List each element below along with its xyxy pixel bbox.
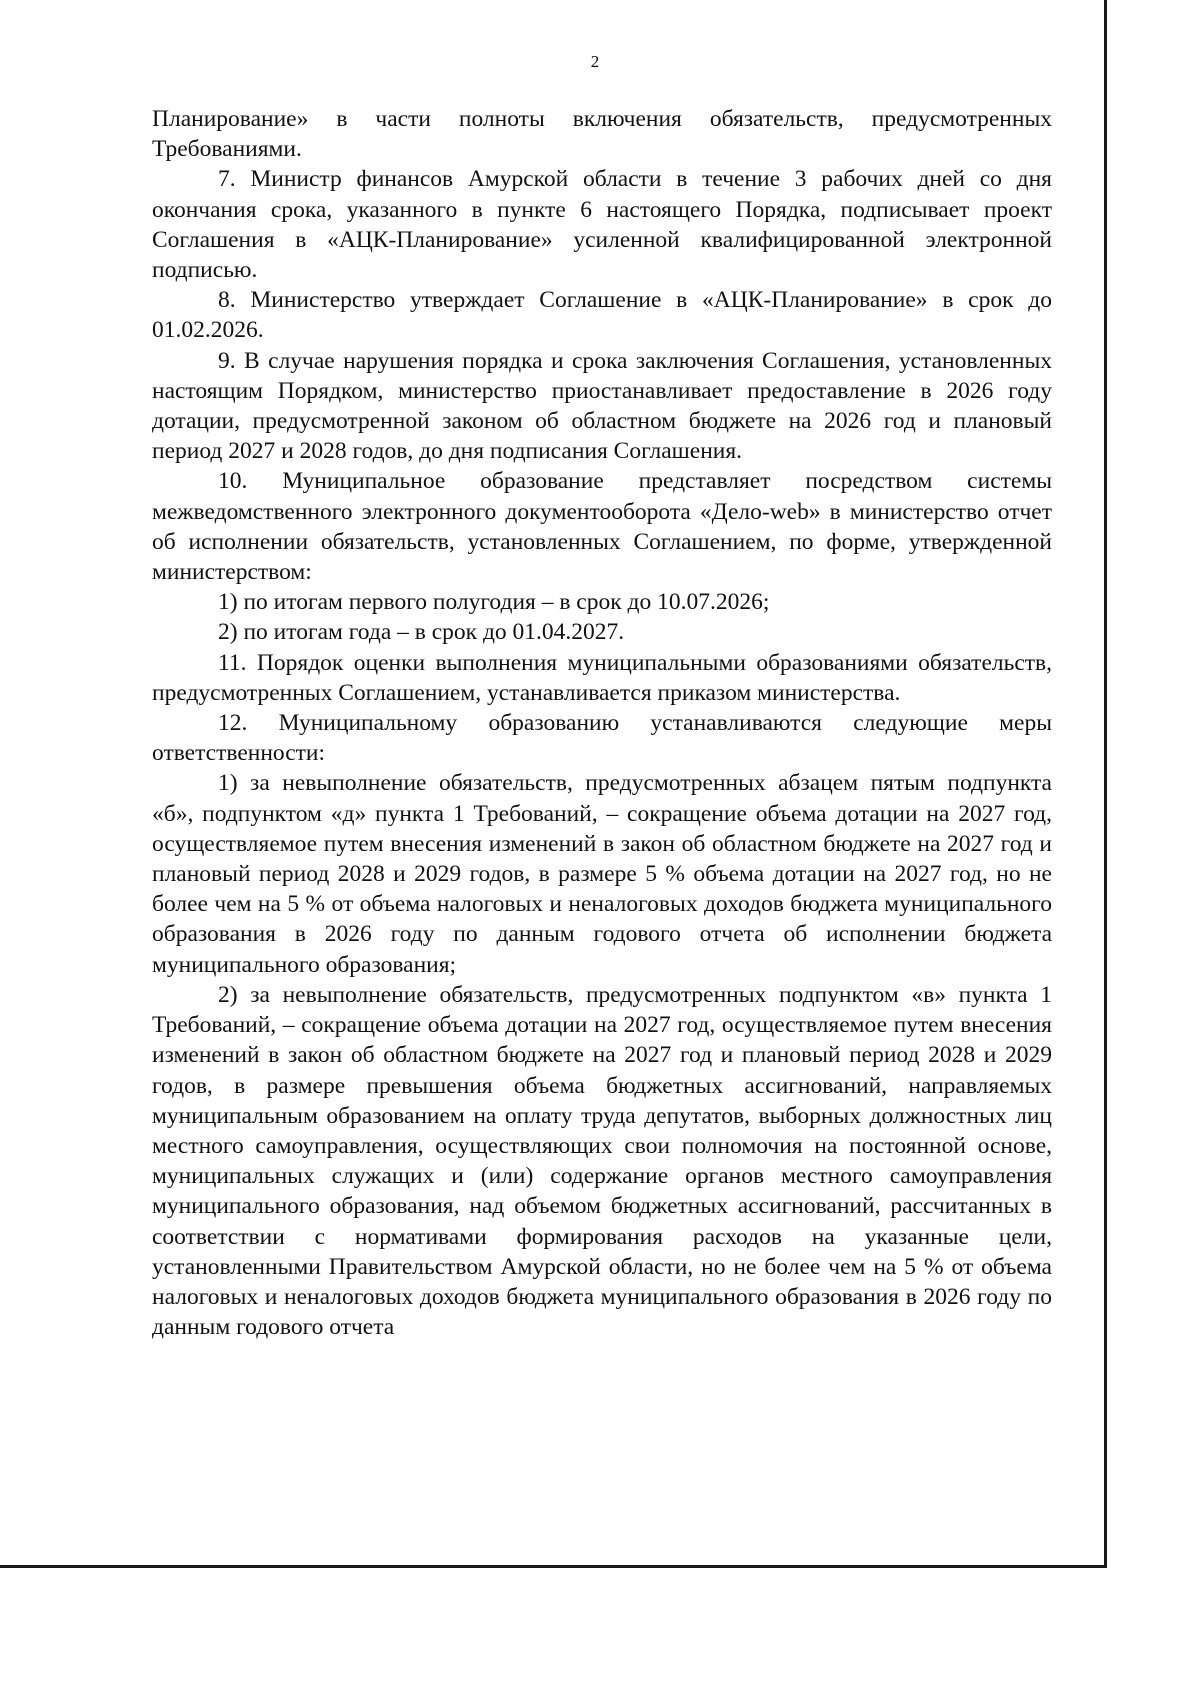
paragraph-item-8: 8. Министерство утверждает Соглашение в «АЦК-Планирование» в срок до 01.02.2026. (152, 287, 1052, 344)
paragraph-item-9: 9. В случае нарушения порядка и срока заключения Соглашения, установленных настоящим Порядком, министерство приостанавливает предоставление в 2026 году дотации, предусмотренной законом об областном бюджете на 2026 год и плановый период 2027 и 2028 годов, до дня подписания Соглашения. (152, 347, 1052, 465)
paragraph-item-10: 10. Муниципальное образование представляет посредством системы межведомственного электронного документооборота «Дело-web» в министерство отчет об исполнении обязательств, установленных Соглашением, по форме, утвержденной министерством: (152, 468, 1052, 586)
paragraph-continuation: Планирование» в части полноты включения обязательств, предусмотренных Требованиями. (152, 106, 1052, 163)
document-body (152, 104, 1052, 1342)
paragraph-item-10-sub-1: 1) по итогам первого полугодия – в срок до 10.07.2026; (218, 589, 770, 616)
page-number: 2 (590, 52, 600, 71)
scan-edge-right (1104, 0, 1107, 1568)
paragraph-item-12: 12. Муниципальному образованию устанавливаются следующие меры ответственности: (152, 710, 1052, 767)
paragraph-item-12-sub-1: 1) за невыполнение обязательств, предусмотренных абзацем пятым подпункта «б», подпунктом «д» пункта 1 Требований, – сокращение объема дотации на 2027 год, осуществляемое путем внесения изменений в закон об областном бюджете на 2027 год и плановый период 2028 и 2029 годов, в размере 5 % объема дотации на 2027 год, но не более чем на 5 % от объема налоговых и неналоговых доходов бюджета муниципального образования в 2026 году по данным годового отчета об исполнении бюджета муниципального образования; (152, 770, 1052, 978)
paragraph-item-7: 7. Министр финансов Амурской области в течение 3 рабочих дней со дня окончания срока, указанного в пункте 6 настоящего Порядка, подписывает проект Соглашения в «АЦК-Планирование» усиленной квалифицированной электронной подписью. (152, 166, 1052, 284)
paragraph-item-12-sub-2: 2) за невыполнение обязательств, предусмотренных подпунктом «в» пункта 1 Требований, – сокращение объема дотации на 2027 год, осуществляемое путем внесения изменений в закон об областном бюджете на 2027 год и плановый период 2028 и 2029 годов, в размере превышения объема бюджетных ассигнований, направляемых муниципальным образованием на оплату труда депутатов, выборных должностных лиц местного самоуправления, осуществляющих свои полномочия на постоянной основе, муниципальных служащих и (или) содержание органов местного самоуправления муниципального образования, над объемом бюджетных ассигнований, рассчитанных в соответствии с нормативами формирования расходов на указанные цели, установленными Правительством Амурской области, но не более чем на 5 % от объема налоговых и неналоговых доходов бюджета муниципального образования в 2026 году по данным годового отчета (152, 981, 1052, 1341)
scan-edge-bottom (0, 1565, 1107, 1568)
paragraph-item-11: 11. Порядок оценки выполнения муниципальными образованиями обязательств, предусмотренных Соглашением, устанавливается приказом министерства. (152, 649, 1052, 706)
paragraph-item-10-sub-2: 2) по итогам года – в срок до 01.04.2027. (218, 619, 625, 646)
